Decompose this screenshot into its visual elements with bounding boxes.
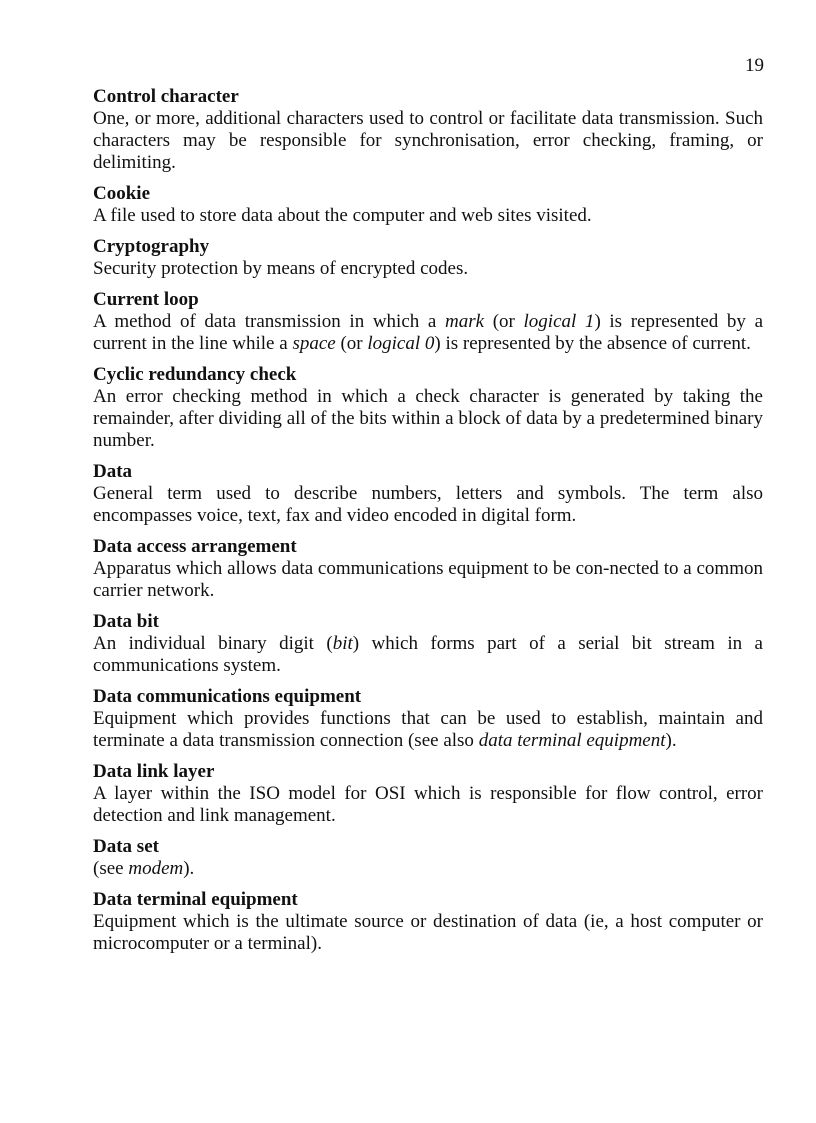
- definition-text: (or: [484, 311, 524, 332]
- definition-text: General term used to describe numbers, letters and symbols. The term also encompasses voice, text, fax and video encoded in digital form.: [93, 483, 763, 526]
- definition-text: ) is represented by a current in the line while a: [93, 311, 764, 354]
- glossary-entry: [93, 86, 763, 174]
- definition-text: ).: [183, 858, 195, 879]
- glossary-definition: [93, 386, 763, 452]
- definition-text: Apparatus which allows data communications equipment to be con-nected to a common carrier network.: [93, 558, 763, 601]
- glossary-term: Cyclic redundancy check: [93, 364, 297, 385]
- glossary-definition: [93, 558, 763, 602]
- glossary-definition: [93, 911, 763, 955]
- glossary-definition: [93, 633, 763, 677]
- definition-emphasis: space: [292, 333, 336, 354]
- definition-text: Security protection by means of encrypted codes.: [93, 258, 469, 279]
- definition-text: ) is represented by the absence of current.: [434, 333, 751, 354]
- glossary-definition: [93, 108, 763, 174]
- definition-text: (or: [335, 333, 368, 354]
- glossary-definition: [93, 858, 763, 880]
- definition-text: A layer within the ISO model for OSI which is responsible for flow control, error detection and link management.: [93, 783, 763, 826]
- definition-text: An individual binary digit (: [93, 633, 333, 654]
- glossary-entry: [93, 183, 763, 227]
- glossary-term: Data communications equipment: [93, 686, 362, 707]
- page-number: 19: [745, 55, 764, 76]
- glossary-entry: [93, 236, 763, 280]
- definition-text: ) which forms part of a serial bit stream in a communications system.: [93, 633, 763, 676]
- glossary-term: Data: [93, 461, 133, 482]
- glossary-entry: [93, 289, 763, 355]
- glossary-term: Cryptography: [93, 236, 210, 257]
- glossary-definition: [93, 483, 763, 527]
- glossary-entry: [93, 836, 763, 880]
- definition-emphasis: data terminal equipment: [478, 730, 666, 751]
- definition-text: An error checking method in which a check character is generated by taking the remainder, after dividing all of the bits within a block of data by a predetermined binary number.: [93, 386, 763, 451]
- glossary-definition: [93, 783, 763, 827]
- glossary-definition: [93, 708, 763, 752]
- definition-emphasis: bit: [332, 633, 353, 654]
- definition-text: Equipment which is the ultimate source or destination of data (ie, a host computer or microcomputer or a terminal).: [93, 911, 763, 954]
- glossary-list: [93, 86, 763, 964]
- glossary-definition: [93, 205, 763, 227]
- glossary-term: Control character: [93, 86, 239, 107]
- definition-text: ).: [665, 730, 677, 751]
- glossary-definition: [93, 258, 763, 280]
- definition-emphasis: logical 0: [367, 333, 435, 354]
- glossary-term: Cookie: [93, 183, 150, 204]
- definition-text: (see: [93, 858, 129, 879]
- glossary-entry: [93, 364, 763, 452]
- definition-emphasis: mark: [445, 311, 485, 332]
- glossary-definition: [93, 311, 763, 355]
- definition-text: One, or more, additional characters used to control or facilitate data transmission. Such characters may be responsible for synchronisation, error checking, framing, or delimiting.: [93, 108, 763, 173]
- definition-emphasis: logical 1: [523, 311, 595, 332]
- glossary-entry: [93, 536, 763, 602]
- glossary-entry: [93, 461, 763, 527]
- definition-text: A method of data transmission in which a: [93, 311, 445, 332]
- glossary-term: Data bit: [93, 611, 159, 632]
- glossary-term: Data access arrangement: [93, 536, 297, 557]
- glossary-entry: [93, 889, 763, 955]
- definition-text: Equipment which provides functions that can be used to establish, maintain and terminate a data transmission connection (see also: [93, 708, 763, 751]
- definition-emphasis: modem: [128, 858, 184, 879]
- glossary-term: Data link layer: [93, 761, 215, 782]
- glossary-entry: [93, 761, 763, 827]
- glossary-entry: [93, 686, 763, 752]
- glossary-term: Current loop: [93, 289, 199, 310]
- glossary-term: Data terminal equipment: [93, 889, 298, 910]
- definition-text: A file used to store data about the computer and web sites visited.: [93, 205, 592, 226]
- glossary-term: Data set: [93, 836, 159, 857]
- glossary-entry: [93, 611, 763, 677]
